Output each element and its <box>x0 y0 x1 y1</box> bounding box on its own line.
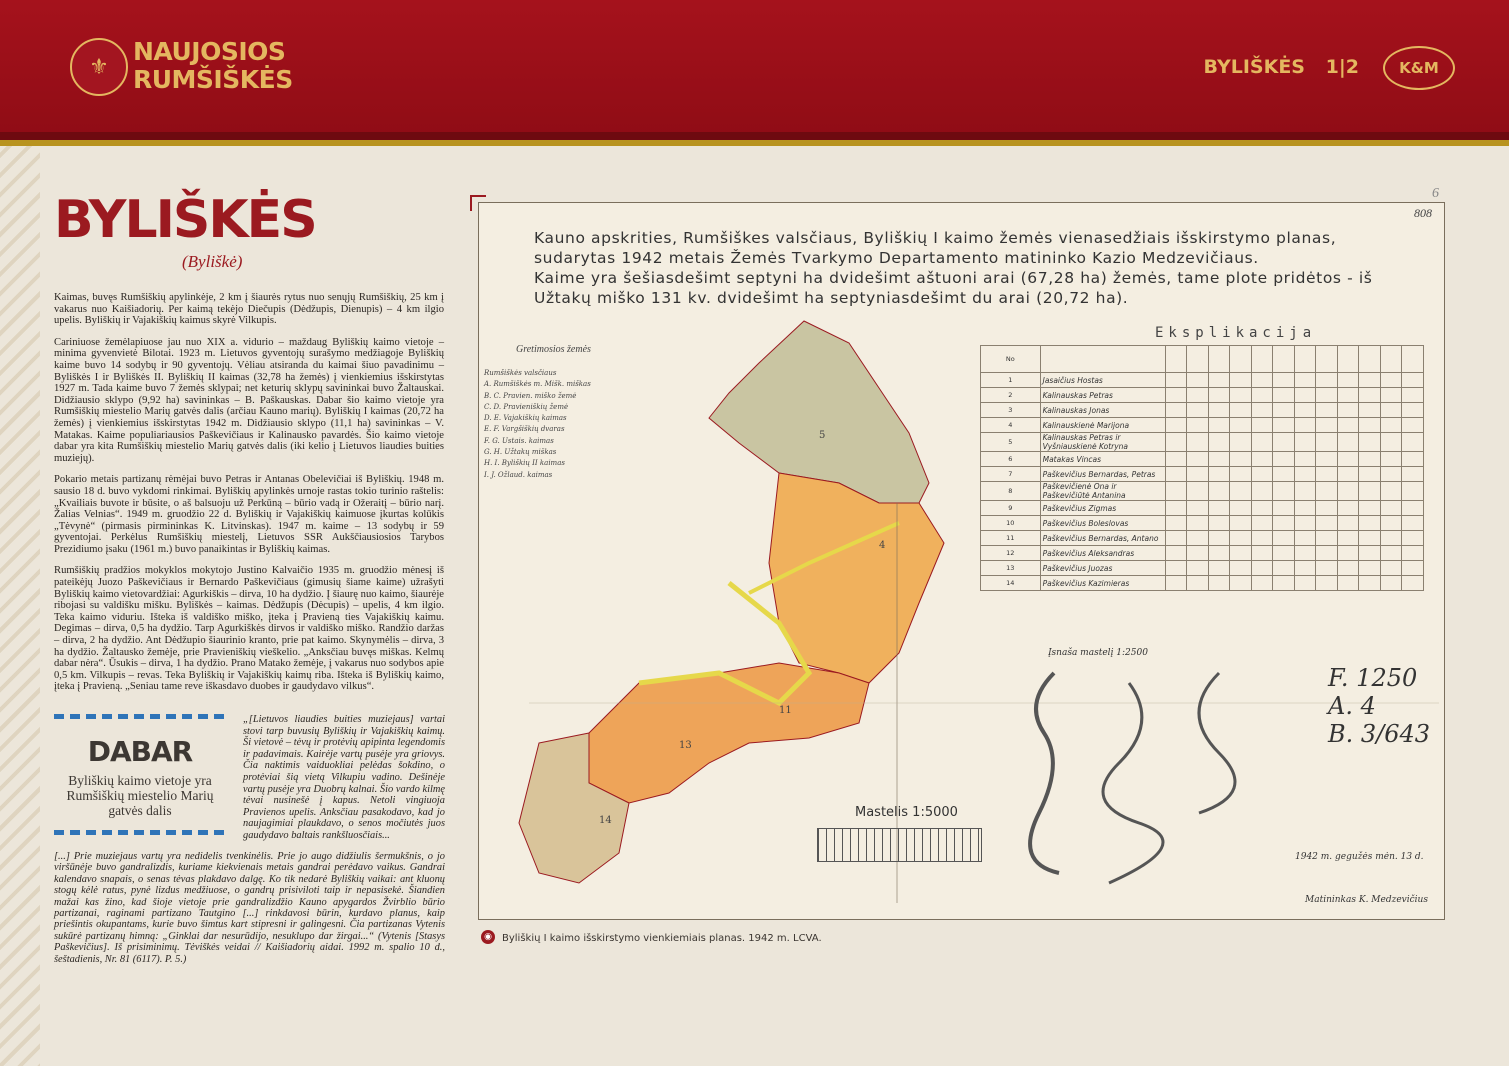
owner-name: Paškevičius Bernardas, Petras <box>1040 467 1165 482</box>
page-title: BYLIŠKĖS <box>54 190 316 250</box>
scale-bar <box>817 828 982 862</box>
legend-item: E. F. Vargšiškių dvaras <box>484 425 565 434</box>
svg-text:5: 5 <box>819 430 826 441</box>
map-heading-line-2: Kaime yra šešiasdešimt septyni ha dvidešimt aštuoni arai (67,28 ha) žemės, tame plote pridėtos - iš Užtakų miško 131 kv. dvidešimt ha septyniasdešimt du arai (20,72 ha). <box>534 269 1373 307</box>
owner-name: Kalinauskienė Marijona <box>1040 418 1165 433</box>
row-number: 4 <box>981 418 1041 433</box>
owner-name: Kalinauskas Jonas <box>1040 403 1165 418</box>
header-banner <box>0 0 1509 146</box>
row-number: 5 <box>981 433 1041 452</box>
inset-note: Įsnaša mastelį 1:2500 <box>1048 648 1148 658</box>
logo-line-1: NAUJOSIOS <box>133 37 286 66</box>
svg-text:4: 4 <box>879 540 886 551</box>
archive-ref-line: F. 1250 <box>1328 664 1418 692</box>
table-row <box>981 576 1424 591</box>
table-row <box>981 433 1424 452</box>
table-row <box>981 403 1424 418</box>
image-caption: Byliškių I kaimo išskirstymo vienkiemiais planas. 1942 m. LCVA. <box>502 933 822 944</box>
svg-text:13: 13 <box>679 740 692 751</box>
legend-item: Rumšiškės valsčiaus <box>484 369 557 377</box>
owner-name: Kalinauskas Petras <box>1040 388 1165 403</box>
table-row <box>981 373 1424 388</box>
owner-name: Paškevičius Bernardas, Antano <box>1040 531 1165 546</box>
map-heading-line-1: Kauno apskrities, Rumšiškes valsčiaus, Byliškių I kaimo žemės vienasedžiais išskirstymo planas, sudarytas 1942 metais Žemės Tvarkymo Departamento matininko Kazio Medzevičiaus. <box>534 229 1337 267</box>
legend-list <box>484 368 734 481</box>
archive-ref-line: A. 4 <box>1328 692 1376 720</box>
article-body <box>54 292 444 703</box>
page-reference <box>1204 56 1359 78</box>
quote-bottom: [...] Prie muziejaus vartų yra nedidelis tvenkinėlis. Prie jo augo didžiulis šermukšnis, o jo viršūnėje buvo gandralizdis, kuriame kiekvienais metais gandrai perėdavo vaikus. Gandrai kalendavo snapais, o senas tėvas plakdavo dalgę. Ko tik nedarė Byliškių vaikai: ant kluonų stogų kėlė ratus, pynė lizdus medžiuose, o gandrų prisiviloti taip ir nepasisekė. Šiandien mažai kas žino, kad šioje vietoje prie gandralizdžio Kauno apygardos Žvirblio būrio partizanai, raginami partizano Tautgino [...] rinkdavosi būrin, kurdavo planus, kaip priešintis okupantams, kurie buvo šimtus kart stipresni ir galingesni. Čia partizanas Vytenis sukūrė partizanų himną: „Ginklai dar nesurūdijo, nesuklupo dar žirgai...“ (Vytenis [Stasys Paškevičius]. Iš prisiminimų. Tėviškės veidai // Kaišiadorių aidai. 1992 m. spalio 10 d., šeštadienis, Nr. 81 (6117). P. 5.) <box>54 851 445 965</box>
sheet-number: 808 <box>1414 206 1432 220</box>
archive-ref-line: B. 3/643 <box>1328 720 1431 748</box>
table-row <box>981 561 1424 576</box>
row-number: 6 <box>981 452 1041 467</box>
map-date: 1942 m. gegužės mėn. 13 d. <box>1295 852 1424 862</box>
explication-table <box>980 345 1424 591</box>
row-number: 11 <box>981 531 1041 546</box>
owner-name: Paškevičius Juozas <box>1040 561 1165 576</box>
row-number: 10 <box>981 516 1041 531</box>
table-row <box>981 516 1424 531</box>
owner-name: Jasaičius Hostas <box>1040 373 1165 388</box>
row-number: 14 <box>981 576 1041 591</box>
scale-label: Mastelis 1:5000 <box>855 805 958 820</box>
dabar-text: Byliškių kaimo vietoje yra Rumšiškių miestelio Marių gatvės dalis <box>66 773 214 818</box>
map-heading <box>534 228 1414 308</box>
explication-title: Eksplikacija <box>1155 325 1317 341</box>
camera-icon: ◉ <box>481 930 495 944</box>
site-logo[interactable] <box>133 38 293 94</box>
owner-name: Paškevičienė Ona ir Paškevičiūtė Antanina <box>1040 482 1165 501</box>
table-row <box>981 388 1424 403</box>
divider-top <box>54 714 226 719</box>
owner-name: Matakas Vincas <box>1040 452 1165 467</box>
owner-name: Paškevičius Boleslovas <box>1040 516 1165 531</box>
row-number: 13 <box>981 561 1041 576</box>
row-number: 2 <box>981 388 1041 403</box>
table-row <box>981 418 1424 433</box>
row-number: 3 <box>981 403 1041 418</box>
owner-name: Paškevičius Zigmas <box>1040 501 1165 516</box>
partner-logo-icon: K&M <box>1383 46 1455 90</box>
legend-item: I. J. Ožlaud. kaimas <box>484 470 553 479</box>
divider-bottom <box>54 830 226 835</box>
legend-item: A. Rumšiškės m. Mišk. miškas <box>484 380 591 389</box>
table-row <box>981 452 1424 467</box>
dabar-heading: DABAR <box>87 735 193 768</box>
archive-reference <box>1328 664 1430 748</box>
legend-item: F. G. Ustais. kaimas <box>484 436 554 445</box>
legend-item: H. I. Byliškių II kaimas <box>484 459 565 468</box>
owner-name: Paškevičius Aleksandras <box>1040 546 1165 561</box>
legend-item: C. D. Pravieniškių žemė <box>484 402 569 411</box>
page-subtitle: (Byliškė) <box>182 252 243 271</box>
row-number: 12 <box>981 546 1041 561</box>
page-name: BYLIŠKĖS <box>1203 56 1305 78</box>
table-row <box>981 482 1424 501</box>
legend-item: B. C. Pravien. miško žemė <box>484 391 577 400</box>
surveyor-signature: Matininkas K. Medzevičius <box>1305 895 1428 905</box>
svg-text:14: 14 <box>599 815 612 826</box>
article-paragraph: Rumšiškių pradžios mokyklos mokytojo Justino Kalvaičio 1935 m. gruodžio mėnesį iš pateikėjų Juozo Paškevičiaus ir Bernardo Paškevičiaus (gimusių šiame kaime) užrašyti Byliškių kaimo vietovardžiai: Agurkiškis – dirva, 10 ha dydžio. Į šiaurę nuo kaimo, šiaurėje ribojasi su valdišku mišku. Byliškės – kaimas. Dėdžupis (Dėcupis) – upelis, 4 km ilgio. Teka kaimo viduriu. Išteka iš valdiško miško, įteka į Pravieną ties Vajakiškių kaimu. Degimas – dirva, 0,5 ha dydžio. Tarp Agurkiškės dirvos ir valdiško miško. Randžio daržas – dirva, 2 ha dydžio. Ant Dėdžupio šiaurinio kranto, prie pat kaimo. Skynymėlis – dirva, 3 ha dydžio. Žaltausko žemėje, prie Pravieniškių vieškelio. „Anksčiau buvęs miškas. Kelmų dabar nėra“. Ūsukis – dirva, 1 ha dydžio. Prano Matako žemėje, į vakarus nuo sodybos apie 0,5 km. Vilkupis – revas. Teka Byliškių ir Vajakiškių kaimų riba. Išteka iš Byliškių kaimo, įteka į Pravieną. „Seniau tame reve iškasdavo duobes ir gaudydavo vilkus“. <box>54 565 444 693</box>
parcel-north <box>709 321 929 503</box>
corner-number: 6 <box>1432 186 1439 201</box>
owner-name: Paškevičius Kazimieras <box>1040 576 1165 591</box>
table-row <box>981 467 1424 482</box>
logo-line-2: RUMŠIŠKĖS <box>133 65 293 94</box>
quote-right: „[Lietuvos liaudies buities muziejaus] vartai stovi tarp buvusių Byliškių ir Vajakiškių kaimų. Ši vietovė – tėvų ir protėvių apipinta legendomis ir padavimais. Kairėje vartų pusėje yra griovys. Čia naktimis vaiduokliai pelėdas šokdino, o protėviai šią vietą Vilkupiu vadino. Dešinėje vartų pusėje yra Duobrų kalnai. Šio vardo kilmę tėvai nusinešė į kapus. Netoli vingiuoja Pravienos upelis. Anksčiau pasakodavo, kad jo naujagimiai plaukdavo, o senos močiutės juos gaudydavo baltais rankšluosčiais... <box>243 714 445 841</box>
table-row <box>981 546 1424 561</box>
legend-item: G. H. Užtakų miškas <box>484 448 557 457</box>
page-number: 1|2 <box>1325 56 1359 78</box>
table-header-row: No <box>981 346 1424 373</box>
row-number: 8 <box>981 482 1041 501</box>
table-row <box>981 501 1424 516</box>
row-number: 1 <box>981 373 1041 388</box>
coat-of-arms-icon: ⚜ <box>70 38 128 96</box>
parcel-south <box>589 663 869 803</box>
legend-item: D. E. Vajakiškių kaimas <box>484 414 567 423</box>
decorative-stripes <box>0 0 40 1066</box>
owner-name: Kalinauskas Petras ir Vyšniauskienė Kotryna <box>1040 433 1165 452</box>
article-paragraph: Kaimas, buvęs Rumšiškių apylinkėje, 2 km į šiaurės rytus nuo senųjų Rumšiškių, 25 km į vakarus nuo Kaišiadorių. Per kaimą tekėjo Diečupis (Dėdžupis, Dienupis) – 4 km ilgio upelis. Byliškių ir Vajakiškių kaimus skyrė Vilkupis. <box>54 292 444 327</box>
legend-title: Gretimosios žemės <box>516 344 591 355</box>
article-paragraph: Pokario metais partizanų rėmėjai buvo Petras ir Antanas Obelevičiai iš Byliškių. 1948 m. sausio 18 d. buvo vykdomi rinkimai. Byliškių apylinkės urnoje rastas tokio turinio raštelis: „Kvailiais buvote ir būsite, o aš balsuoju už Perkūną – būrio vadą ir Ožeraitį – būrio narį. Žalias Velnias“. 1949 m. gruodžio 22 d. Byliškių ir Vajakiškių kaimuose įkurtas kolūkis „Tėvynė“ (pirmasis pirmininkas K. Litvinskas). 1947 m. kaime – 13 sodybų ir 59 gyventojai. Perkėlus Rumšiškių miestelį, Lietuvos SSR Aukščiausiosios Tarybos Prezidiumo įsaku (1961 m.) buvo panaikintas ir Byliškių kaimas. <box>54 474 444 555</box>
table-row <box>981 531 1424 546</box>
row-number: 7 <box>981 467 1041 482</box>
article-paragraph: Cariniuose žemėlapiuose jau nuo XIX a. vidurio – maždaug Byliškių kaimo vietoje – minima gyvenvietė Bilotai. 1923 m. Lietuvos gyventojų surašymo medžiagoje Byliškių kaime buvo 14 sodybų ir 90 gyventojų. Vėliau atsiranda du kaimai šiuo pavadinimu – Byliškės I ir Byliškės II. Byliškių II kaimas (32,78 ha žemės) į vienkiemius išskirstytas 1927 m. Tada kaime buvo 7 žemės sklypai; net keturių sklypų savininkai buvo Žaltauskai. Didžiausio sklypo (9,92 ha) savininkas – B. Paškauskas. Dabar šio kaimo vietoje yra Rumšiškių miestelio Marių gatvės dalis (arčiau Kauno marių). Byliškių I kaimas (20,72 ha žemės) į vienkiemius išskirstytas 1942 m. Didžiausio sklypo (11,1 ha) savininkas – V. Matakas. Kaime populiariausios Paškevičiaus ir Kalinausko pavardės. Šio kaimo vietoje dabar yra kita Rumšiškių miestelio Marių gatvės dalis (iki kelio į Lietuvos liaudies buities muziejų). <box>54 336 444 464</box>
svg-text:11: 11 <box>779 705 792 716</box>
row-number: 9 <box>981 501 1041 516</box>
